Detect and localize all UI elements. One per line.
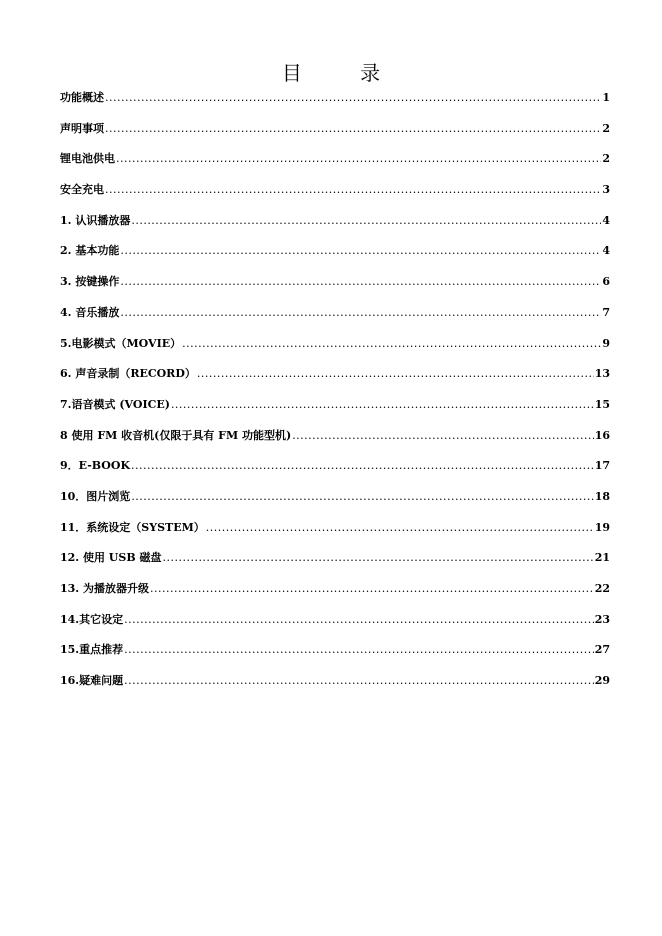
toc-entry-label: 6. 声音录制（RECORD） [60,367,196,381]
toc-leader-dots [124,640,594,660]
toc-entry-label: 1. 认识播放器 [60,213,131,227]
toc-entry[interactable] [60,241,610,272]
toc-entry-page: 19 [594,520,610,534]
toc-entry[interactable] [60,610,610,641]
toc-entry[interactable] [60,518,610,549]
table-of-contents [60,88,610,702]
toc-entry-label: 锂电池供电 [60,152,115,166]
toc-entry-page: 6 [602,275,610,289]
toc-entry-page: 9 [602,336,610,350]
toc-leader-dots [131,456,594,476]
page-title: 目 录 [281,61,407,86]
toc-leader-dots [131,487,593,507]
toc-entry[interactable] [60,180,610,211]
toc-leader-dots [182,334,601,354]
toc-entry[interactable] [60,426,610,457]
toc-leader-dots [292,426,594,446]
toc-entry-label: 安全充电 [60,183,104,197]
toc-entry-page: 29 [594,674,610,688]
toc-entry-page: 17 [594,459,610,473]
toc-entry-page: 7 [602,305,610,319]
toc-entry-page: 2 [602,152,610,166]
toc-entry-label: 15.重点推荐 [60,643,124,657]
toc-entry-label: 7.语音模式 (VOICE) [60,397,170,411]
toc-entry[interactable] [60,395,610,426]
toc-entry-page: 23 [594,612,610,626]
toc-leader-dots [105,88,601,108]
toc-leader-dots [206,518,594,538]
toc-entry-label: 8 使用 FM 收音机(仅限于具有 FM 功能型机) [60,428,292,442]
toc-entry-label: 16.疑难问题 [60,674,124,688]
toc-entry-label: 5.电影模式（MOVIE） [60,336,182,350]
toc-entry-page: 21 [594,551,610,565]
toc-entry-page: 4 [602,213,610,227]
toc-entry[interactable] [60,303,610,334]
toc-entry[interactable] [60,671,610,702]
toc-entry-label: 11．系统设定（SYSTEM） [60,520,205,534]
toc-leader-dots [120,303,601,323]
toc-entry-label: 10．图片浏览 [60,489,131,503]
toc-entry-label: 功能概述 [60,91,104,104]
toc-entry[interactable] [60,334,610,365]
toc-entry-label: 3. 按键操作 [60,275,120,289]
toc-entry-label: 13. 为播放器升级 [60,582,149,595]
toc-entry-page: 3 [602,183,610,197]
toc-leader-dots [116,149,601,169]
toc-entry[interactable] [60,548,610,579]
toc-entry-page: 18 [594,489,610,503]
toc-leader-dots [124,610,594,630]
toc-entry-page: 1 [602,91,610,104]
toc-entry-page: 13 [594,367,610,381]
toc-entry[interactable] [60,119,610,150]
toc-entry[interactable] [60,579,610,610]
toc-entry[interactable] [60,211,610,242]
toc-entry-label: 4. 音乐播放 [60,305,120,319]
toc-leader-dots [162,548,593,568]
toc-entry[interactable] [60,487,610,518]
toc-entry[interactable] [60,640,610,671]
toc-entry[interactable] [60,88,610,119]
toc-entry-page: 22 [594,582,610,595]
toc-leader-dots [105,180,601,200]
toc-leader-dots [120,241,601,261]
toc-entry[interactable] [60,364,610,395]
toc-entry-label: 12. 使用 USB 磁盘 [60,551,162,565]
toc-entry-page: 4 [602,244,610,258]
toc-entry-label: 14.其它设定 [60,612,124,626]
toc-entry[interactable] [60,456,610,487]
toc-leader-dots [150,579,594,599]
toc-entry-label: 9．E-BOOK [60,459,131,473]
toc-leader-dots [131,211,601,231]
toc-entry-label: 声明事项 [60,121,104,135]
toc-leader-dots [105,119,601,139]
toc-entry-page: 2 [602,121,610,135]
toc-leader-dots [120,272,601,292]
toc-entry[interactable] [60,272,610,303]
toc-entry-page: 16 [594,428,610,442]
toc-leader-dots [124,671,594,691]
toc-entry[interactable] [60,149,610,180]
toc-entry-page: 27 [594,643,610,657]
toc-leader-dots [197,364,594,384]
toc-leader-dots [171,395,594,415]
toc-entry-label: 2. 基本功能 [60,244,120,258]
toc-entry-page: 15 [594,397,610,411]
